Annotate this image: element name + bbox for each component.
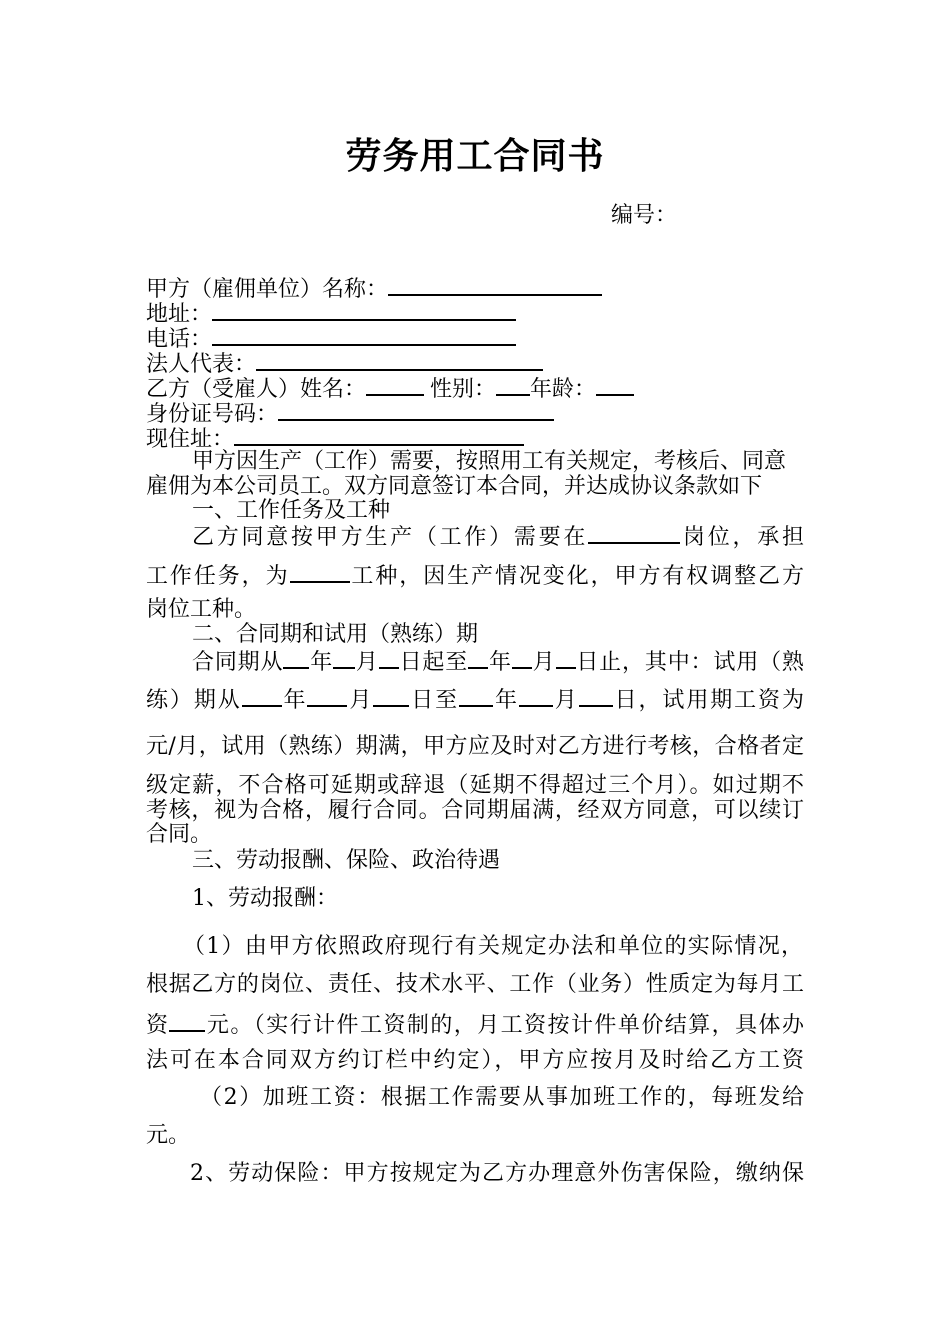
party-b-age-blank[interactable] [596, 374, 634, 396]
s3-sub2-text: 2、劳动保险：甲方按规定为乙方办理意外伤害保险，缴纳保 [190, 1161, 804, 1186]
s2-l1-t5: 月 [531, 650, 556, 675]
section-2-heading: 二、合同期和试用（熟练）期 [192, 622, 479, 647]
trial-end-month-blank[interactable] [519, 685, 553, 707]
job-type-blank[interactable] [290, 561, 350, 583]
s2-l2-t0: 练）期从 [146, 688, 242, 713]
s3-p1-l4-text: 法可在本合同双方约订栏中约定），甲方应按月及时给乙方工资 [146, 1048, 804, 1073]
section-1-line-1 [192, 522, 804, 551]
intro-line-2: 雇佣为本公司员工。双方同意签订本合同，并达成协议条款如下 [146, 474, 763, 499]
party-b-id-label: 身份证号码： [146, 402, 279, 427]
s2-l4-text: 级定薪，不合格可延期或辞退（延期不得超过三个月）。如过期不 [146, 773, 804, 798]
s3-p1-line-3 [146, 1010, 804, 1039]
section-1-heading: 一、工作任务及工种 [192, 498, 391, 523]
section-3-sub-2 [190, 1161, 804, 1187]
s3-p1-l3-text-b: 元。（实行计件工资制的，月工资按计件单价结算，具体办 [205, 1013, 804, 1038]
s2-l2-t1: 年 [281, 688, 308, 713]
s3-p1-l1-text: （1）由甲方依照政府现行有关规定办法和单位的实际情况， [183, 934, 803, 959]
party-a-rep-label: 法人代表： [146, 352, 257, 377]
party-b-address-label: 现住址： [146, 427, 235, 452]
party-b-gender-label: 性别： [430, 377, 497, 402]
section-3-heading: 三、劳动报酬、保险、政治待遇 [192, 848, 501, 873]
s2-l1-t1: 年 [309, 650, 334, 675]
trial-end-year-blank[interactable] [459, 685, 493, 707]
s1-l1-text-a: 乙方同意按甲方生产（工作）需要在 [192, 525, 589, 550]
contract-number-label: 编号： [611, 203, 678, 228]
s3-p1-line-4 [146, 1048, 804, 1074]
s2-l1-t6: 日止，其中：试用（熟 [575, 650, 804, 675]
s3-p2-line-2: 元。 [146, 1123, 191, 1148]
section-2-line-4 [146, 773, 804, 799]
party-b-age-label: 年龄： [530, 377, 597, 402]
s3-p2-l1-text: （2）加班工资：根据工作需要从事加班工作的，每班发给 [200, 1085, 804, 1110]
s3-p1-l3-text-a: 资 [146, 1013, 170, 1038]
monthly-wage-blank[interactable] [169, 1010, 205, 1032]
s2-l1-t3: 日起至 [398, 650, 469, 675]
s1-l1-text-b: 岗位，承担 [680, 525, 804, 550]
party-b-address-blank[interactable] [234, 424, 524, 446]
party-b-id-blank[interactable] [278, 399, 554, 421]
section-2-line-6: 合同。 [146, 822, 213, 847]
section-2-line-1 [192, 647, 804, 676]
post-blank[interactable] [588, 522, 680, 544]
party-a-phone-blank[interactable] [212, 324, 516, 346]
s2-l2-t4: 年 [493, 688, 519, 713]
s2-l1-t4: 年 [488, 650, 512, 675]
s2-l5-text: 考核，视为合格，履行合同。合同期届满，经双方同意，可以续订 [146, 798, 804, 823]
party-b-name-blank[interactable] [366, 374, 424, 396]
party-a-address-blank[interactable] [212, 299, 516, 321]
party-a-name-label: 甲方（雇佣单位）名称： [146, 277, 389, 302]
party-b-name-label: 乙方（受雇人）姓名： [146, 377, 367, 402]
trial-start-day-blank[interactable] [373, 685, 409, 707]
document-title: 劳务用工合同书 [345, 135, 605, 177]
s3-p2-line-1 [200, 1085, 804, 1111]
party-a-phone-label: 电话： [146, 327, 213, 352]
trial-start-month-blank[interactable] [307, 685, 347, 707]
s2-l2-t3: 日至 [409, 688, 460, 713]
end-day-blank[interactable] [556, 647, 576, 669]
s2-l3-text: 元/月，试用（熟练）期满，甲方应及时对乙方进行考核，合格者定 [146, 734, 804, 759]
s2-l1-t0: 合同期从 [192, 650, 284, 675]
s2-l1-t2: 月 [355, 650, 379, 675]
end-year-blank[interactable] [468, 647, 488, 669]
intro-line-1: 甲方因生产（工作）需要，按照用工有关规定，考核后、同意 [192, 449, 787, 474]
s2-l2-t2: 月 [347, 688, 374, 713]
s3-p1-line-1 [183, 934, 803, 960]
s1-l2-text-a: 工作任务，为 [146, 564, 290, 589]
party-b-gender-blank[interactable] [496, 374, 530, 396]
party-a-name-blank[interactable] [388, 274, 602, 296]
start-year-blank[interactable] [283, 647, 309, 669]
start-month-blank[interactable] [333, 647, 355, 669]
section-3-sub-1: 1、劳动报酬： [192, 886, 338, 911]
section-2-line-2 [146, 685, 804, 714]
section-2-line-5 [146, 798, 804, 824]
section-1-line-2 [146, 561, 804, 590]
trial-end-day-blank[interactable] [579, 685, 613, 707]
section-1-line-3: 岗位工种。 [146, 597, 257, 622]
s2-l2-t6: 日，试用期工资为 [612, 688, 804, 713]
party-a-rep-blank[interactable] [256, 349, 543, 371]
section-2-line-3 [146, 734, 804, 760]
party-a-address-label: 地址： [146, 302, 213, 327]
s3-p1-l2-text: 根据乙方的岗位、责任、技术水平、工作（业务）性质定为每月工 [146, 972, 804, 997]
start-day-blank[interactable] [379, 647, 399, 669]
end-month-blank[interactable] [512, 647, 532, 669]
trial-start-year-blank[interactable] [242, 685, 282, 707]
s2-l2-t5: 月 [552, 688, 579, 713]
s1-l2-text-b: 工种，因生产情况变化，甲方有权调整乙方 [349, 564, 804, 589]
s3-p1-line-2 [146, 972, 804, 998]
